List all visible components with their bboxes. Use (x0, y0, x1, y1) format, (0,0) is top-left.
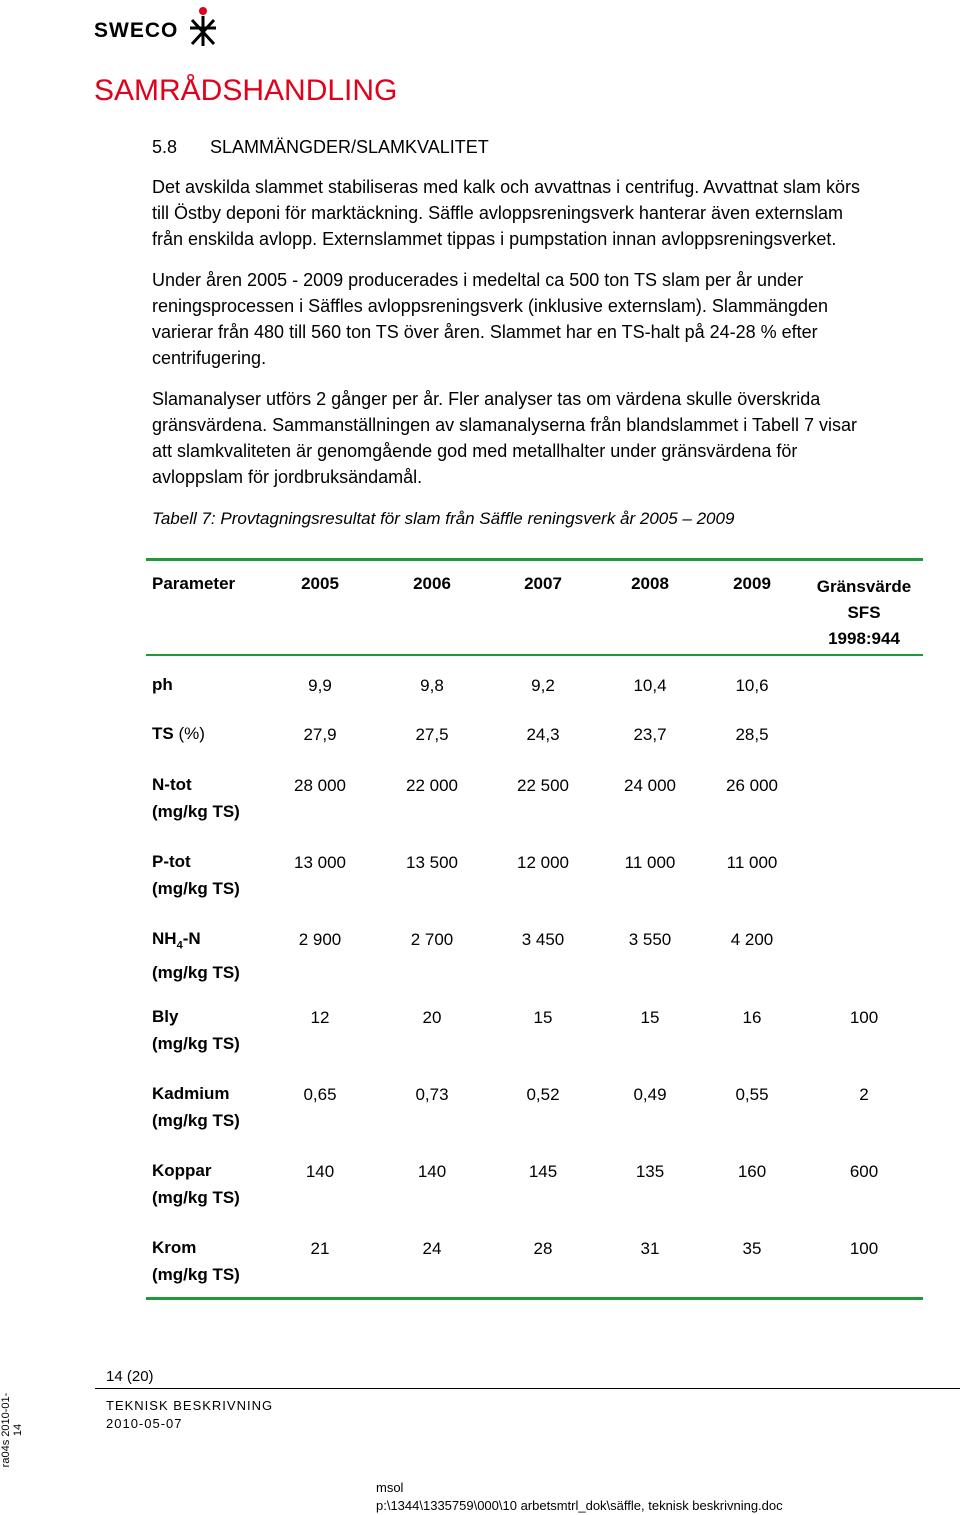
parameter-name: Krom (152, 1238, 197, 1257)
table-cell: 0,55 (735, 1085, 769, 1104)
header-year: 2006 (413, 574, 451, 593)
parameter-name: TS (152, 724, 174, 743)
table-cell: 22 000 (406, 776, 458, 795)
paragraph-1 (152, 174, 960, 252)
row-parameter (152, 720, 205, 747)
sweco-logo (94, 10, 224, 46)
table-cell: 13 000 (294, 853, 346, 872)
parameter-name-part: NH (152, 929, 177, 948)
table-cell: 27,9 (303, 725, 337, 744)
table-cell: 160 (737, 1162, 767, 1181)
table-cell: 140 (417, 1162, 447, 1181)
parameter-name: Koppar (152, 1161, 212, 1180)
text-line: Under åren 2005 - 2009 producerades i medeltal ca 500 ton TS slam per år under (152, 270, 804, 290)
limit-cell: 100 (849, 1239, 879, 1258)
parameter-unit: (mg/kg TS) (152, 963, 240, 983)
parameter-name: N-tot (152, 775, 192, 794)
table-cell: 12 000 (517, 853, 569, 872)
text-line: Slamanalyser utförs 2 gånger per år. Fler analyser tas om värdena skulle överskrida (152, 389, 821, 409)
table-cell: 2 700 (410, 930, 454, 949)
sweco-mark-icon (186, 6, 220, 46)
text-line: till Östby deponi för marktäckning. Säffle avloppsreningsverk hanterar även externslam (152, 203, 844, 223)
table-cell: 4 200 (730, 930, 774, 949)
table-rule-header (146, 654, 923, 656)
table-cell: 31 (640, 1239, 660, 1258)
footer-author: msol (376, 1480, 404, 1495)
table-rule-bottom (146, 1297, 923, 1300)
table-cell: 9,2 (531, 676, 555, 695)
row-parameter (152, 925, 240, 986)
text-line: varierar från 480 till 560 ton TS över åren. Slammet har en TS-halt på 24-28 % efter (152, 322, 818, 342)
table-cell: 12 (310, 1008, 330, 1027)
text-line: reningsprocessen i Säffles avloppsreningsverk (inklusive externslam). Slammängden (152, 296, 828, 316)
parameter-name-part: -N (182, 929, 201, 948)
table-cell: 23,7 (633, 725, 667, 744)
row-parameter (152, 771, 240, 825)
table-cell: 28 000 (294, 776, 346, 795)
parameter-name: Bly (152, 1007, 179, 1026)
section-number: 5.8 (152, 137, 178, 157)
table-cell: 135 (635, 1162, 665, 1181)
row-parameter (152, 1157, 240, 1211)
header-limit-line: SFS (847, 603, 881, 622)
table-cell: 27,5 (415, 725, 449, 744)
table-cell: 24,3 (526, 725, 560, 744)
footer-divider (95, 1388, 960, 1389)
header-year: 2009 (733, 574, 771, 593)
header-limit (808, 574, 920, 652)
table-cell: 9,9 (308, 676, 332, 695)
table-cell: 15 (640, 1008, 660, 1027)
header-parameter: Parameter (152, 574, 236, 593)
table-cell: 0,73 (415, 1085, 449, 1104)
header-year: 2007 (524, 574, 562, 593)
footer-date: 2010-05-07 (106, 1416, 183, 1431)
page-number: 14 (20) (106, 1368, 154, 1385)
header-limit-line: Gränsvärde (816, 577, 912, 596)
header-year: 2008 (631, 574, 669, 593)
document-title: SAMRÅDSHANDLING (94, 74, 398, 107)
row-parameter (152, 1080, 240, 1134)
paragraph-2 (152, 267, 960, 371)
table-cell: 2 900 (298, 930, 342, 949)
table-cell: 13 500 (406, 853, 458, 872)
limit-cell: 600 (849, 1162, 879, 1181)
section-heading (152, 137, 489, 158)
parameter-unit: (mg/kg TS) (152, 802, 240, 821)
parameter-unit: (mg/kg TS) (152, 1265, 240, 1284)
table-cell: 9,8 (420, 676, 444, 695)
table-cell: 11 000 (726, 853, 778, 872)
footer-doc-type: TEKNISK BESKRIVNING (106, 1398, 274, 1413)
row-parameter (152, 848, 240, 902)
section-title: SLAMMÄNGDER/SLAMKVALITET (210, 137, 489, 157)
footer-file-path: p:\1344\1335759\000\10 arbetsmtrl_dok\säffle, teknisk beskrivning.doc (376, 1498, 783, 1513)
limit-cell: 2 (859, 1085, 869, 1104)
parameter-unit: (mg/kg TS) (152, 879, 240, 898)
text-line: Det avskilda slammet stabiliseras med kalk och avvattnas i centrifug. Avvattnat slam körs (152, 177, 860, 197)
table-cell: 24 000 (624, 776, 676, 795)
table-cell: 28,5 (735, 725, 769, 744)
text-line: att slamkvaliteten är genomgående god med metallhalter under gränsvärdena för (152, 441, 798, 461)
table-cell: 10,4 (633, 676, 667, 695)
table-cell: 140 (305, 1162, 335, 1181)
text-line: från enskilda avlopp. Externslammet tippas i pumpstation innan avloppsreningsverket. (152, 229, 837, 249)
paragraph-3 (152, 386, 960, 490)
header-year: 2005 (301, 574, 339, 593)
parameter-unit: (mg/kg TS) (152, 1188, 240, 1207)
table-cell: 10,6 (735, 676, 769, 695)
table-cell: 35 (742, 1239, 762, 1258)
table-cell: 20 (422, 1008, 442, 1027)
parameter-unit: (mg/kg TS) (152, 1034, 240, 1053)
limit-cell: 100 (849, 1008, 879, 1027)
table-cell: 15 (533, 1008, 553, 1027)
text-line: avloppslam för jordbruksändamål. (152, 467, 423, 487)
table-cell: 145 (528, 1162, 558, 1181)
table-cell: 21 (310, 1239, 330, 1258)
header-limit-line: 1998:944 (828, 629, 900, 648)
parameter-name: P-tot (152, 852, 191, 871)
text-line: centrifugering. (152, 348, 267, 368)
parameter-unit: (%) (173, 724, 205, 743)
table-cell: 3 550 (628, 930, 672, 949)
parameter-unit: (mg/kg TS) (152, 1111, 240, 1130)
table-cell: 3 450 (521, 930, 565, 949)
row-parameter (152, 1234, 240, 1288)
table-cell: 0,49 (633, 1085, 667, 1104)
table-cell: 22 500 (517, 776, 569, 795)
row-parameter (152, 671, 173, 698)
parameter-name (152, 925, 240, 959)
row-parameter (152, 1003, 240, 1057)
table-cell: 26 000 (726, 776, 778, 795)
table-caption: Tabell 7: Provtagningsresultat för slam från Säffle reningsverk år 2005 – 2009 (152, 509, 735, 528)
parameter-name-subscript: 4 (176, 939, 183, 952)
vertical-template-id: ra04s 2010-01-14 (0, 1392, 24, 1468)
logo-text: SWECO (94, 19, 179, 42)
table-cell: 0,65 (303, 1085, 337, 1104)
text-line: gränsvärdena. Sammanställningen av slamanalyserna från blandslammet i Tabell 7 visar (152, 415, 858, 435)
table-cell: 24 (422, 1239, 442, 1258)
table-cell: 28 (533, 1239, 553, 1258)
parameter-name: Kadmium (152, 1084, 230, 1103)
parameter-name: ph (152, 675, 173, 694)
table-cell: 11 000 (624, 853, 676, 872)
table-rule-top (146, 558, 923, 561)
table-cell: 16 (742, 1008, 762, 1027)
table-cell: 0,52 (526, 1085, 560, 1104)
